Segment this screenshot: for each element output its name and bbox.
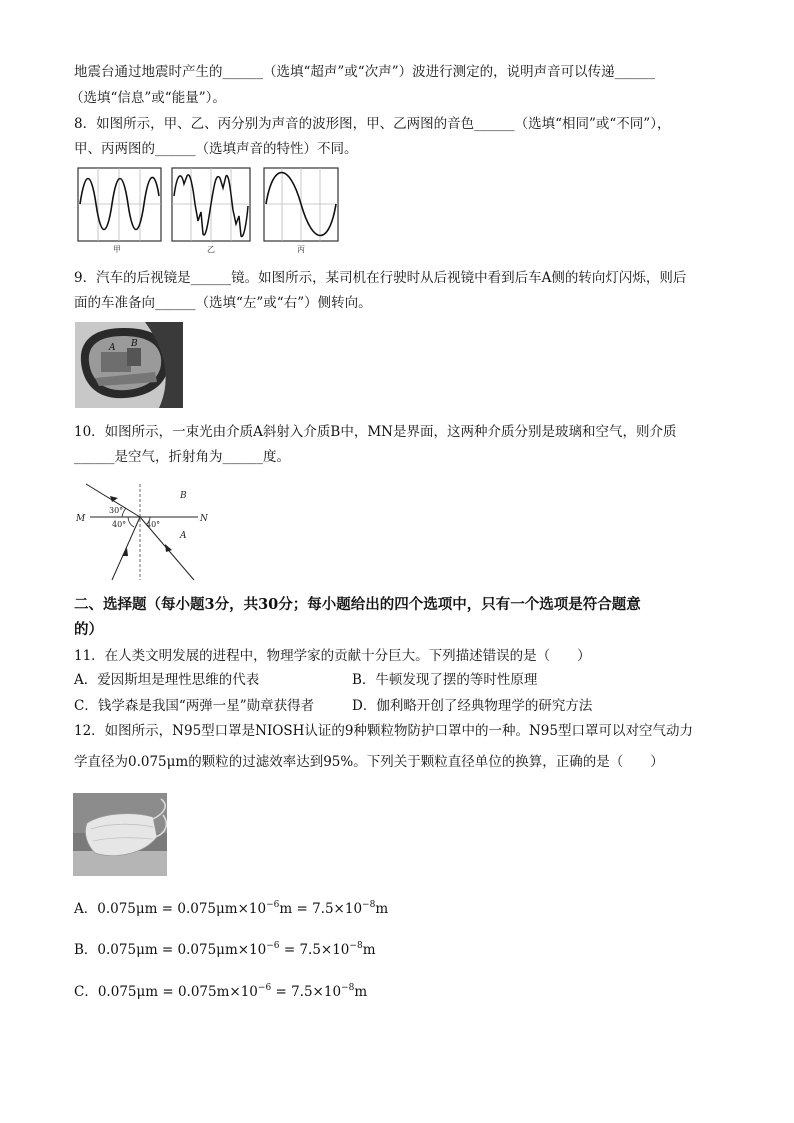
mirror-label-b: B [131,339,138,349]
waveform-yi [172,168,250,241]
waveform-figures [77,166,347,254]
q12-line2: 学直径为0.075μm的颗粒的过滤效率达到95%。下列关于颗粒直径单位的换算，正确的是（ ） [74,754,664,770]
n95-mask-photo [73,793,167,876]
q7-line1: 地震台通过地震时产生的______（选填“超声”或“次声”）波进行测定的，说明声音可以传递______ [74,64,656,80]
q11-option-c: C．钱学森是我国“两弹一星”勋章获得者 [74,698,315,714]
label-yi: 乙 [207,245,215,254]
q12-line1: 12．如图所示，N95型口罩是NIOSH认证的9种颗粒物防护口罩中的一种。N95型口罩可以对空气动力 [74,723,693,739]
q11-option-d: D．伽利略开创了经典物理学的研究方法 [352,698,593,714]
label-jia: 甲 [113,245,121,254]
label-b: B [180,491,187,501]
label-a: A [180,531,187,541]
label-m: M [76,514,86,524]
q8-line2: 甲、丙两图的______（选填声音的特性）不同。 [74,141,358,157]
q11-option-a: A．爱因斯坦是理性思维的代表 [74,672,260,688]
q12-option-c: C．$0.075\mu m = 0.075m\times 10^{-6} = 7.5\times 10^{-8}m$ [74,983,368,1000]
angle-30: 30° [109,506,124,515]
q9-line2: 面的车准备向______（选填“左”或“右”）侧转向。 [74,295,372,311]
mirror-label-a: A [109,343,116,353]
side-mirror-photo [75,322,183,408]
angle-40-left: 40° [112,520,127,529]
label-bing: 丙 [297,245,305,254]
q10-line1: 10．如图所示，一束光由介质A斜射入介质B中，MN是界面，这两种介质分别是玻璃和空气，则介质 [74,424,677,440]
q10-line2: ______是空气，折射角为______度。 [74,449,290,465]
section2-heading-line2: 的） [74,621,103,638]
refraction-diagram [72,480,212,584]
q9-line1: 9．汽车的后视镜是______镜。如图所示，某司机在行驶时从后视镜中看到后车A侧的转向灯闪烁，则后 [74,270,687,286]
angle-40-right: 40° [146,520,161,529]
q8-line1: 8．如图所示，甲、乙、丙分别为声音的波形图，甲、乙两图的音色______（选填“相同”或“不同”）， [74,116,671,132]
label-n: N [200,514,208,524]
q11-stem: 11．在人类文明发展的进程中，物理学家的贡献十分巨大。下列描述错误的是（ ） [74,648,591,664]
waveform-jia [78,168,161,241]
section2-heading-line1: 二、选择题（每小题3分，共30分；每小题给出的四个选项中，只有一个选项是符合题意 [74,596,641,613]
q12-option-a: A．$0.075\mu m = 0.075\mu m\times 10^{-6}m = 7.5\times 10^{-8}m$ [74,900,389,917]
q11-option-b: B．牛顿发现了摆的等时性原理 [352,672,538,688]
q7-line2: （选填“信息”或“能量”）。 [70,90,226,106]
q12-option-b: B．$0.075\mu m = 0.075\mu m\times 10^{-6} = 7.5\times 10^{-8}m$ [74,941,376,958]
waveform-bing [264,168,338,241]
